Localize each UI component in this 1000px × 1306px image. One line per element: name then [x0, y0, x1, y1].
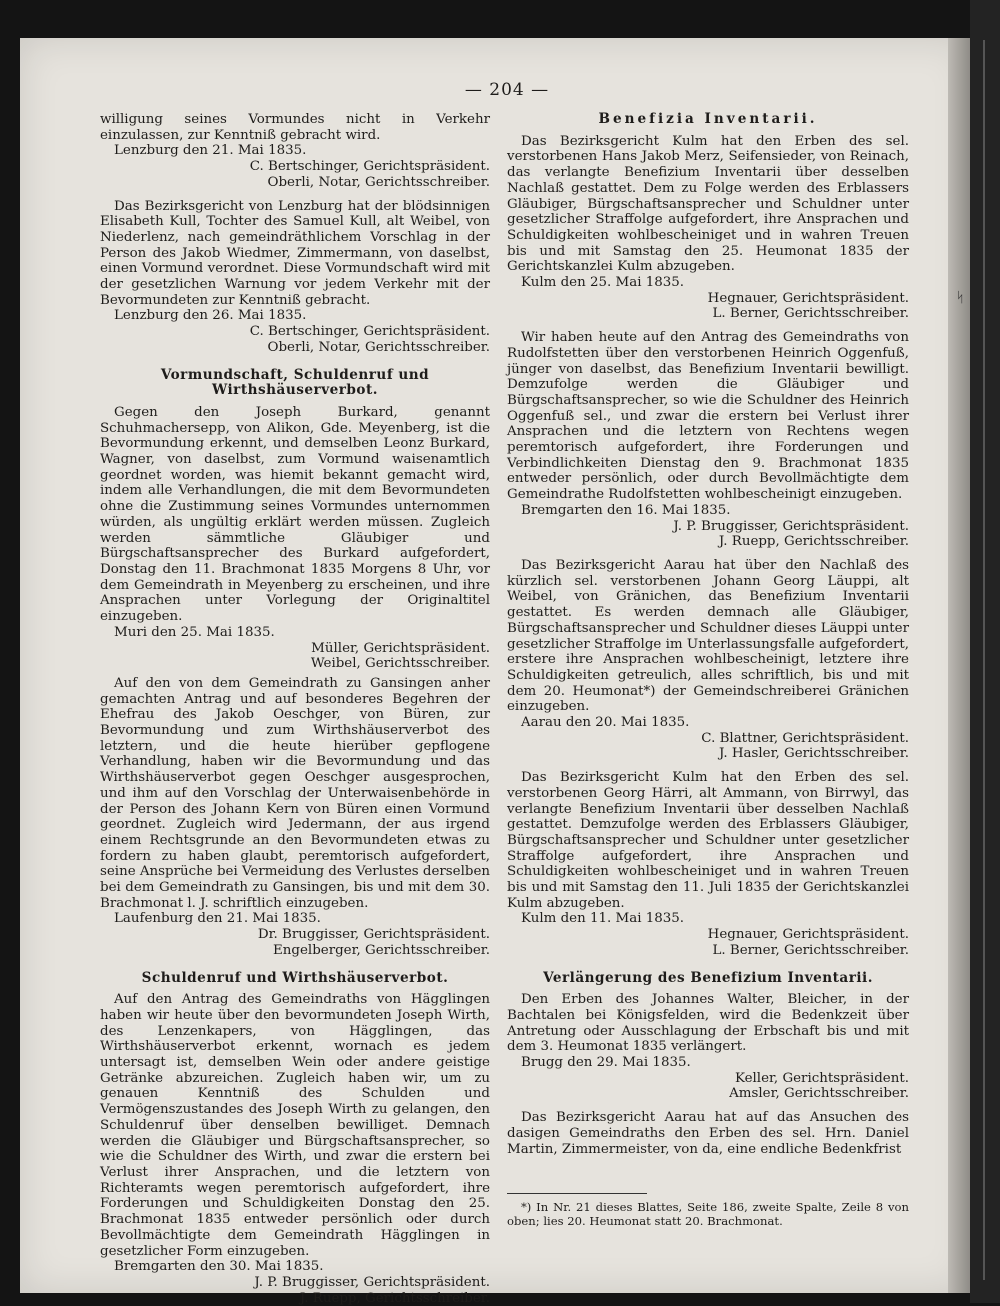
section-heading: Schuldenruf und Wirthshäuserverbot.: [141, 969, 449, 986]
left-column: [100, 112, 490, 1306]
section-heading: Benefizia Inventarii.: [598, 111, 818, 127]
notice-signature: Hegnauer, Gerichtspräsident.: [707, 290, 909, 306]
right-column: [507, 112, 909, 1228]
notice-text: Das Bezirksgericht Kulm hat den Erben des sel. verstorbenen Hans Jakob Merz, Seifensieder, von Reinach, das verlangte Benefizium Inventarii über desselben Nachlaß gestattet. Dem zu Folge werden des Erblassers Gläubiger, Bürgschaftsansprecher und Schuldner unter gesetzlicher Straffolge aufgefordert, ihre Ansprachen und Schuldigkeiten wohlbescheiniget und in wahren Treuen bis und mit Samstag den 25. Heumonat 1835 der Gerichtskanzlei Kulm abzugeben.: [507, 133, 909, 275]
margin-mark: ᛋ: [956, 290, 965, 306]
notice-place-date: Brugg den 29. Mai 1835.: [521, 1055, 691, 1071]
page-number: — 204 —: [464, 80, 550, 100]
notice-text: Wir haben heute auf den Antrag des Gemeindraths von Rudolfstetten über den verstorbenen Heinrich Oggenfuß, jünger von daselbst, das Benefizium Inventarii bewilligt. Demzufolge werden die Gläubiger und Bürgschaftsansprecher, so wie die Schuldner des Heinrich Oggenfuß sel., und zwar die erstern bei Verlust ihrer Ansprachen und die letztern von Rechtens wegen peremtorisch aufgefordert, ihre Forderungen und Verbindlichkeiten Dienstag den 9. Brachmonat 1835 entweder persönlich, oder durch Bevollmächtigte dem Gemeindrathe Rudolfstetten wohlbescheinigt einzugeben.: [507, 330, 909, 503]
notice-place-date: Laufenburg den 21. Mai 1835.: [114, 911, 321, 927]
notice-signature: C. Bertschinger, Gerichtspräsident.: [249, 159, 490, 175]
notice-signature: L. Berner, Gerichtsschreiber.: [712, 942, 909, 958]
notice-signature: L. Berner, Gerichtsschreiber.: [712, 306, 909, 322]
notice-place-date: Kulm den 25. Mai 1835.: [521, 275, 685, 291]
footnote: *) In Nr. 21 dieses Blattes, Seite 186, zweite Spalte, Zeile 8 von oben; lies 20. Heumonat statt 20. Brachmonat.: [507, 1200, 909, 1229]
notice-signature: J. Ruepp, Gerichtsschreiber.: [299, 1290, 490, 1306]
notice-place-date: Aarau den 20. Mai 1835.: [521, 715, 690, 731]
notice-text: Auf den von dem Gemeindrath zu Gansingen anher gemachten Antrag und auf besonderes Begehren der Ehefrau des Jakob Oeschger, von Büren, zur Bevormundung und zum Wirthshäuserverbot des letztern, und die heute hierüber gepflogene Verhandlung, haben wir die Bevormundung und das Wirthshäuserverbot gegen Oeschger ausgesprochen, und ihm auf den Vorschlag der Unterwaisenbehörde in der Person des Johann Kern von Büren einen Vormund geordnet. Zugleich wird Jedermann, der aus irgend einem Rechtsgrunde an den Bevormundeten etwas zu fordern zu haben glaubt, peremtorisch aufgefordert, seine Ansprüche bei Vermeidung des Verlustes derselben bei dem Gemeindrath zu Gansingen, bis und mit dem 30. Brachmonat l. J. schriftlich einzugeben.: [100, 675, 491, 911]
notice-signature: J. Ruepp, Gerichtsschreiber.: [718, 534, 909, 550]
notice-signature: Hegnauer, Gerichtspräsident.: [707, 927, 909, 943]
scan-border: [970, 0, 1000, 1303]
continuation-text: willigung seines Vormundes nicht in Verkehr einzulassen, zur Kenntniß gebracht wird.: [100, 112, 490, 143]
notice-text: Auf den Antrag des Gemeindraths von Hägglingen haben wir heute über den bevormundeten Joseph Wirth, des Lenzenkapers, von Hägglingen, das Wirthshäuserverbot erkennt, wornach es jedem untersagt ist, demselben Wein oder andere geistige Getränke abzureichen. Zugleich haben wir, um zu genauen Kenntniß des Schulden und Vermögenszustandes des Joseph Wirth zu gelangen, den Schuldenruf über denselben bewilliget. Demnach werden die Gläubiger und Bürgschaftsansprecher, so wie die Schuldner des Wirth, und zwar die erstern bei Verlust ihrer Ansprachen, und die letztern von Richteramts wegen peremtorisch aufgefordert, ihre Forderungen und Schuldigkeiten Donstag den 25. Brachmonat 1835 entweder persönlich oder durch Bevollmächtigte dem Gemeindrath Hägglingen in gesetzlicher Form einzugeben.: [100, 992, 490, 1259]
notice-signature: J. P. Bruggisser, Gerichtspräsident.: [254, 1274, 490, 1290]
notice-place-date: Lenzburg den 21. Mai 1835.: [114, 143, 307, 159]
notice-signature: Oberli, Notar, Gerichtsschreiber.: [267, 174, 490, 190]
notice-signature: Weibel, Gerichtsschreiber.: [310, 656, 490, 672]
notice-text: Das Bezirksgericht Kulm hat den Erben des sel. verstorbenen Georg Härri, alt Ammann, von Birrwyl, das verlangte Benefizium Inventarii über desselben Nachlaß gestattet. Demzufolge werden des Erblassers Gläubiger, Bürgschaftsansprecher und Schuldner unter gesetzlicher Straffolge aufgefordert, ihre Ansprachen und Schuldigkeiten wohlbescheiniget und in wahren Treuen bis und mit Samstag den 11. Juli 1835 der Gerichtskanzlei Kulm abzugeben.: [507, 770, 909, 911]
notice-place-date: Bremgarten den 30. Mai 1835.: [114, 1259, 324, 1275]
notice-text: Das Bezirksgericht Aarau hat über den Nachlaß des kürzlich sel. verstorbenen Johann Georg Läuppi, alt Weibel, von Gränichen, das Benefizium Inventarii gestattet. Es werden demnach alle Gläubiger, Bürgschaftsansprecher und Schuldner dieses Läuppi unter gesetzlicher Straffolge im Unterlassungsfalle aufgefordert, erstere ihre Ansprachen wohlbescheinigt, letztere ihre Schuldigkeiten getreulich, alles schriftlich, bis und mit dem 20. Heumonat*) der Gemeindschreiberei Gränichen einzugeben.: [507, 557, 909, 715]
notice-signature: J. Hasler, Gerichtsschreiber.: [719, 746, 909, 762]
scan-edge-line: [983, 40, 985, 1280]
notice-signature: Keller, Gerichtspräsident.: [734, 1070, 909, 1086]
notice-signature: C. Blattner, Gerichtspräsident.: [701, 730, 909, 746]
notice-text: Das Bezirksgericht von Lenzburg hat der blödsinnigen Elisabeth Kull, Tochter des Samuel Kull, alt Weibel, von Niederlenz, nach gemeindräthlichem Vorschlag in der Person des Jakob Wiedmer, Zimmermann, von daselbst, einen Vormund verordnet. Diese Vormundschaft wird mit der gesetzlichen Warnung vor jedem Verkehr mit der Bevormundeten zur Kenntniß gebracht.: [100, 198, 490, 308]
notice-text: Das Bezirksgericht Aarau hat auf das Ansuchen des dasigen Gemeindraths den Erben des sel. Hrn. Daniel Martin, Zimmermeister, von da, eine endliche Bedenkfrist: [507, 1110, 909, 1157]
notice-place-date: Kulm den 11. Mai 1835.: [521, 911, 685, 927]
section-heading: Verlängerung des Benefizium Inventarii.: [543, 969, 873, 986]
notice-text: Gegen den Joseph Burkard, genannt Schuhmachersepp, von Alikon, Gde. Meyenberg, ist die Bevormundung erkennt, und demselben Leonz Burkard, Wagner, von daselbst, zum Vormund waisenamtlich geordnet worden, was hiemit bekannt gemacht wird, indem alle Verhandlungen, die mit dem Bevormundeten ohne die Zustimmung seines Vormundes unternommen würden, als ungültig erklärt werden müssen. Zugleich werden sämmtliche Gläubiger und Bürgschaftsansprecher des Burkard aufgefordert, Donstag den 11. Brachmonat 1835 Morgens 8 Uhr, vor dem Gemeindrath in Meyenberg zu erscheinen, und ihre Ansprachen unter Vorlegung der Originaltitel einzugeben.: [100, 404, 490, 625]
notice-signature: Engelberger, Gerichtsschreiber.: [273, 942, 490, 958]
notice-place-date: Lenzburg den 26. Mai 1835.: [114, 308, 307, 324]
notice-signature: Dr. Bruggisser, Gerichtspräsident.: [257, 927, 490, 943]
notice-signature: J. P. Bruggisser, Gerichtspräsident.: [673, 518, 909, 534]
notice-place-date: Muri den 25. Mai 1835.: [114, 624, 275, 640]
notice-place-date: Bremgarten den 16. Mai 1835.: [521, 502, 731, 518]
notice-signature: Amsler, Gerichtsschreiber.: [729, 1086, 909, 1102]
footnote-rule: [507, 1193, 647, 1194]
notice-signature: Müller, Gerichtspräsident.: [311, 640, 490, 656]
section-heading: Vormundschaft, Schuldenruf und Wirthshäuserverbot.: [160, 366, 430, 399]
page-fold-shadow: [948, 38, 970, 1293]
notice-signature: C. Bertschinger, Gerichtspräsident.: [249, 324, 490, 340]
notice-text: Den Erben des Johannes Walter, Bleicher, in der Bachtalen bei Königsfelden, wird die Bedenkzeit über Antretung oder Ausschlagung der Erbschaft bis und mit dem 3. Heumonat 1835 verlängert.: [507, 992, 909, 1055]
notice-signature: Oberli, Notar, Gerichtsschreiber.: [267, 339, 490, 355]
